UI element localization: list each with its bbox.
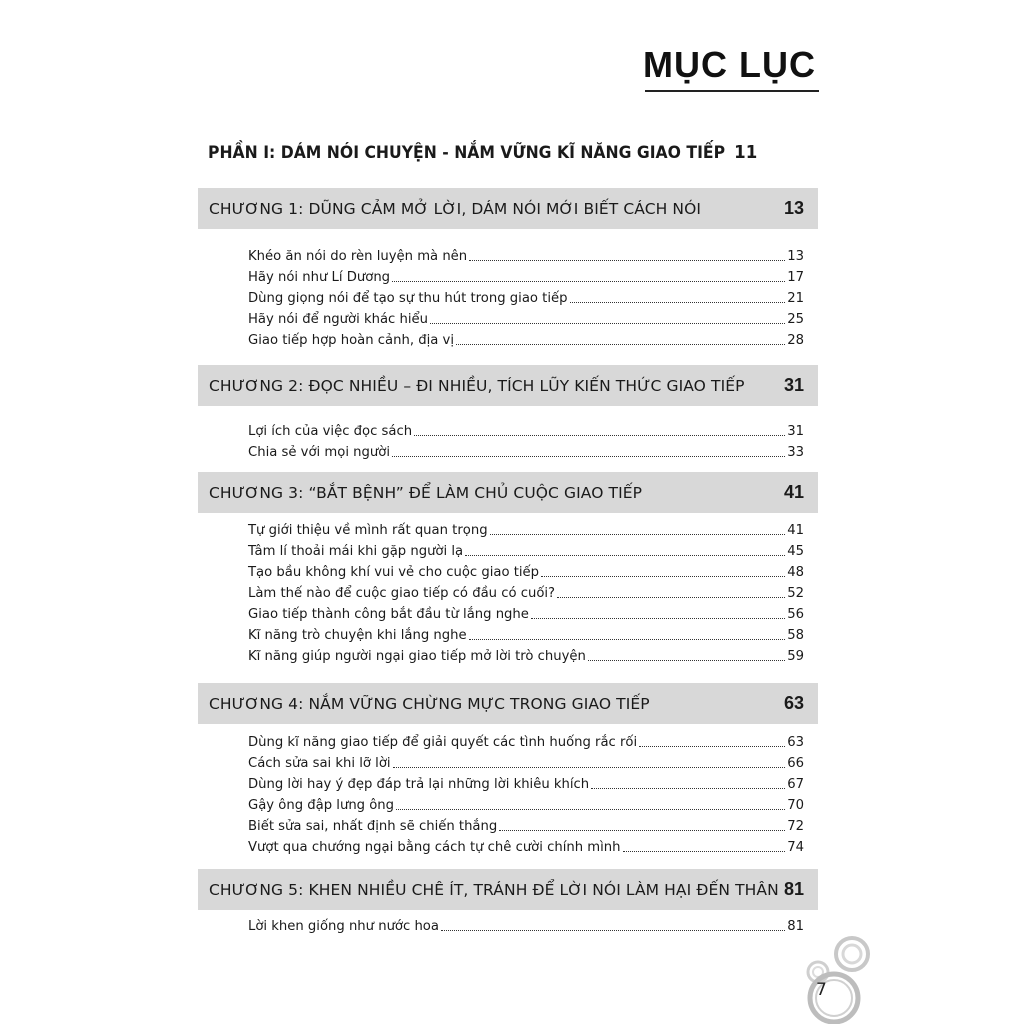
part-title: PHẦN I: DÁM NÓI CHUYỆN - NẮM VỮNG KĨ NĂNG GIAO TIẾP	[208, 143, 726, 163]
chapter-2-entries	[248, 419, 804, 461]
entry-title: Làm thế nào để cuộc giao tiếp có đầu có cuối?	[248, 586, 556, 601]
decorative-circles-icon	[800, 932, 880, 1024]
title-underline	[645, 90, 819, 92]
dot-leader	[441, 929, 785, 931]
entry-page: 66	[787, 756, 804, 771]
page-title: MỤC LỤC	[643, 44, 816, 85]
entry-title: Lời khen giống như nước hoa	[248, 919, 439, 934]
toc-entry	[248, 419, 804, 440]
entry-page: 48	[787, 565, 804, 580]
chapter-4-entries	[248, 730, 804, 856]
entry-page: 81	[787, 919, 804, 934]
entry-title: Hãy nói như Lí Dương	[248, 270, 391, 285]
entry-page: 59	[787, 649, 804, 664]
chapter-3-title: CHƯƠNG 3: “BẮT BỆNH” ĐỂ LÀM CHỦ CUỘC GIAO TIẾP	[209, 483, 643, 502]
chapter-2-title: CHƯƠNG 2: ĐỌC NHIỀU – ĐI NHIỀU, TÍCH LŨY KIẾN THỨC GIAO TIẾP	[209, 376, 745, 395]
dot-leader	[623, 850, 786, 852]
toc-entry	[248, 286, 804, 307]
entry-page: 31	[787, 424, 804, 439]
entry-title: Gậy ông đập lưng ông	[248, 798, 395, 813]
dot-leader	[393, 766, 786, 768]
toc-entry	[248, 835, 804, 856]
entry-page: 45	[787, 544, 804, 559]
entry-page: 13	[787, 249, 804, 264]
chapter-4-page: 63	[783, 693, 804, 713]
part-page: 11	[734, 142, 758, 163]
chapter-1-page: 13	[783, 198, 804, 218]
toc-entry	[248, 914, 804, 935]
entry-page: 17	[787, 270, 804, 285]
toc-entry	[248, 793, 804, 814]
dot-leader	[588, 659, 785, 661]
toc-entry	[248, 328, 804, 349]
dot-leader	[414, 434, 785, 436]
entry-title: Hãy nói để người khác hiểu	[248, 312, 428, 327]
entry-title: Giao tiếp hợp hoàn cảnh, địa vị	[248, 333, 454, 348]
entry-title: Kĩ năng giúp người ngại giao tiếp mở lời trò chuyện	[248, 649, 586, 664]
toc-entry	[248, 244, 804, 265]
toc-entry	[248, 623, 804, 644]
entry-title: Lợi ích của việc đọc sách	[248, 424, 413, 439]
entry-page: 74	[787, 840, 804, 855]
entry-page: 58	[787, 628, 804, 643]
dot-leader	[456, 343, 785, 345]
toc-entry	[248, 814, 804, 835]
dot-leader	[499, 829, 785, 831]
dot-leader	[490, 533, 786, 535]
entry-title: Biết sửa sai, nhất định sẽ chiến thắng	[248, 819, 498, 834]
entry-title: Tâm lí thoải mái khi gặp người lạ	[248, 544, 464, 559]
dot-leader	[430, 322, 785, 324]
entry-page: 63	[787, 735, 804, 750]
dot-leader	[465, 554, 785, 556]
chapter-4-bar	[198, 683, 818, 724]
toc-entry	[248, 644, 804, 665]
chapter-5-page: 81	[783, 879, 804, 899]
dot-leader	[570, 301, 786, 303]
chapter-1-entries	[248, 244, 804, 349]
entry-page: 56	[787, 607, 804, 622]
entry-title: Giao tiếp thành công bắt đầu từ lắng nghe	[248, 607, 529, 622]
dot-leader	[396, 808, 785, 810]
entry-title: Dùng lời hay ý đẹp đáp trả lại những lời khiêu khích	[248, 777, 590, 792]
entry-page: 33	[787, 445, 804, 460]
toc-entry	[248, 581, 804, 602]
entry-title: Tạo bầu không khí vui vẻ cho cuộc giao tiếp	[248, 565, 540, 580]
chapter-5-title: CHƯƠNG 5: KHEN NHIỀU CHÊ ÍT, TRÁNH ĐỂ LỜI NÓI LÀM HẠI ĐẾN THÂN	[209, 880, 779, 899]
toc-entry	[248, 440, 804, 461]
toc-entry	[248, 539, 804, 560]
toc-entry	[248, 560, 804, 581]
chapter-2-page: 31	[783, 375, 804, 395]
entry-page: 28	[787, 333, 804, 348]
dot-leader	[392, 280, 785, 282]
entry-title: Khéo ăn nói do rèn luyện mà nên	[248, 249, 468, 264]
entry-title: Dùng kĩ năng giao tiếp để giải quyết các tình huống rắc rối	[248, 735, 638, 750]
chapter-1-title: CHƯƠNG 1: DŨNG CẢM MỞ LỜI, DÁM NÓI MỚI BIẾT CÁCH NÓI	[209, 199, 702, 218]
dot-leader	[392, 455, 785, 457]
chapter-3-page: 41	[783, 482, 804, 502]
dot-leader	[591, 787, 785, 789]
chapter-3-bar	[198, 472, 818, 513]
toc-entry	[248, 751, 804, 772]
entry-page: 52	[787, 586, 804, 601]
toc-entry	[248, 307, 804, 328]
dot-leader	[541, 575, 785, 577]
part-heading	[208, 142, 757, 163]
entry-page: 72	[787, 819, 804, 834]
dot-leader	[469, 259, 785, 261]
entry-page: 41	[787, 523, 804, 538]
chapter-5-bar	[198, 869, 818, 910]
toc-entry	[248, 772, 804, 793]
dot-leader	[531, 617, 785, 619]
chapter-1-bar	[198, 188, 818, 229]
toc-entry	[248, 730, 804, 751]
page-number: 7	[816, 980, 827, 1000]
dot-leader	[469, 638, 786, 640]
toc-entry	[248, 518, 804, 539]
chapter-5-entries	[248, 914, 804, 935]
entry-title: Cách sửa sai khi lỡ lời	[248, 756, 391, 771]
entry-title: Kĩ năng trò chuyện khi lắng nghe	[248, 628, 467, 643]
toc-entry	[248, 265, 804, 286]
entry-page: 21	[787, 291, 804, 306]
chapter-2-bar	[198, 365, 818, 406]
chapter-4-title: CHƯƠNG 4: NẮM VỮNG CHỪNG MỰC TRONG GIAO TIẾP	[209, 694, 650, 713]
entry-page: 25	[787, 312, 804, 327]
entry-title: Dùng giọng nói để tạo sự thu hút trong giao tiếp	[248, 291, 568, 306]
entry-title: Vượt qua chướng ngại bằng cách tự chê cười chính mình	[248, 840, 621, 855]
entry-page: 67	[787, 777, 804, 792]
chapter-3-entries	[248, 518, 804, 665]
entry-title: Chia sẻ với mọi người	[248, 445, 390, 460]
entry-title: Tự giới thiệu về mình rất quan trọng	[248, 523, 488, 538]
entry-page: 70	[787, 798, 804, 813]
dot-leader	[557, 596, 785, 598]
toc-entry	[248, 602, 804, 623]
dot-leader	[639, 745, 785, 747]
